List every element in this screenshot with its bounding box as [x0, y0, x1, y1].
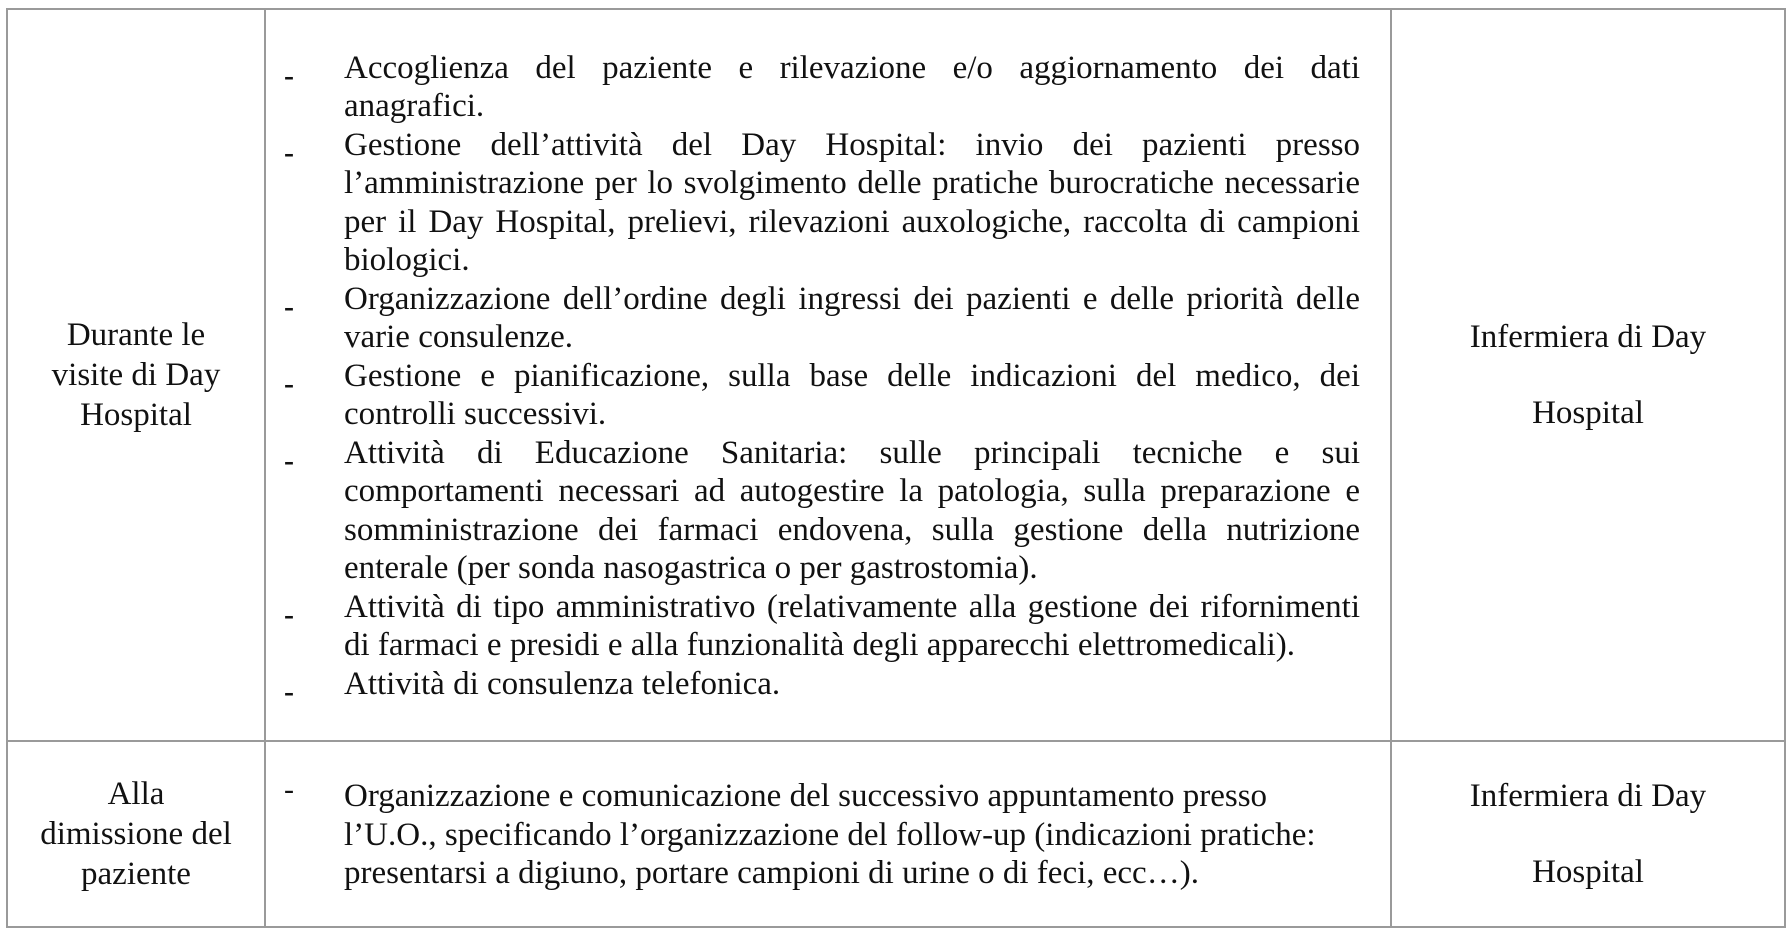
activity-text: Accoglienza del paziente e rilevazione e/o aggiornamento dei dati anagrafici.: [344, 49, 1360, 125]
phase-cell: [7, 9, 265, 741]
bullet-dash: -: [284, 773, 294, 807]
role-label: Infermiera di Day Hospital: [1469, 319, 1707, 431]
role-cell: [1391, 741, 1785, 927]
activity-text: Organizzazione e comunicazione del successivo appuntamento presso l’U.O., specificando l’organizzazione del follow-up (indicazioni pratiche: presentarsi a digiuno, portare campioni di urine o di feci, ecc…).: [344, 778, 1316, 892]
activity-text: Attività di consulenza telefonica.: [344, 665, 781, 702]
activities-table: [6, 8, 1786, 928]
list-item: [266, 434, 1360, 588]
list-item: [266, 280, 1360, 357]
role-label: Infermiera di Day Hospital: [1469, 778, 1707, 890]
list-item: [266, 49, 1360, 126]
bullet-dash: -: [284, 289, 294, 323]
bullet-dash: -: [284, 443, 294, 477]
table-row: [7, 741, 1785, 927]
bullet-dash: -: [284, 674, 294, 708]
bullet-dash: -: [284, 135, 294, 169]
bullet-dash: -: [284, 597, 294, 631]
list-item: [266, 773, 1360, 893]
activity-list: [266, 765, 1390, 903]
phase-cell: [7, 741, 265, 927]
bullet-dash: -: [284, 58, 294, 92]
table-row: [7, 9, 1785, 741]
activity-text: Organizzazione dell’ordine degli ingressi dei pazienti e delle priorità delle varie consulenze.: [344, 280, 1360, 356]
phase-label: Alla dimissione del paziente: [40, 776, 232, 892]
list-item: [266, 588, 1360, 665]
activity-text: Gestione dell’attività del Day Hospital: invio dei pazienti presso l’amministrazione per lo svolgimento delle pratiche burocratiche necessarie per il Day Hospital, prelievi, rilevazioni auxologiche, raccolta di campioni biologici.: [344, 126, 1360, 279]
activities-cell: [265, 9, 1391, 741]
bullet-dash: -: [284, 366, 294, 400]
list-item: [266, 357, 1360, 434]
activity-text: Attività di tipo amministrativo (relativamente alla gestione dei rifornimenti di farmaci e presidi e alla funzionalità degli apparecchi elettromedicali).: [344, 588, 1360, 664]
list-item: [266, 126, 1360, 280]
role-cell: [1391, 9, 1785, 741]
activities-cell: [265, 741, 1391, 927]
activity-text: Attività di Educazione Sanitaria: sulle principali tecniche e sui comportamenti necessari ad autogestire la patologia, sulla preparazione e somministrazione dei farmaci endovena, sulla gestione della nutrizione enterale (per sonda nasogastrica o per gastrostomia).: [344, 434, 1360, 587]
list-item: [266, 665, 1360, 708]
activity-list: [266, 37, 1390, 714]
activity-text: Gestione e pianificazione, sulla base delle indicazioni del medico, dei controlli successivi.: [344, 357, 1360, 433]
phase-label: Durante le visite di Day Hospital: [51, 317, 221, 433]
